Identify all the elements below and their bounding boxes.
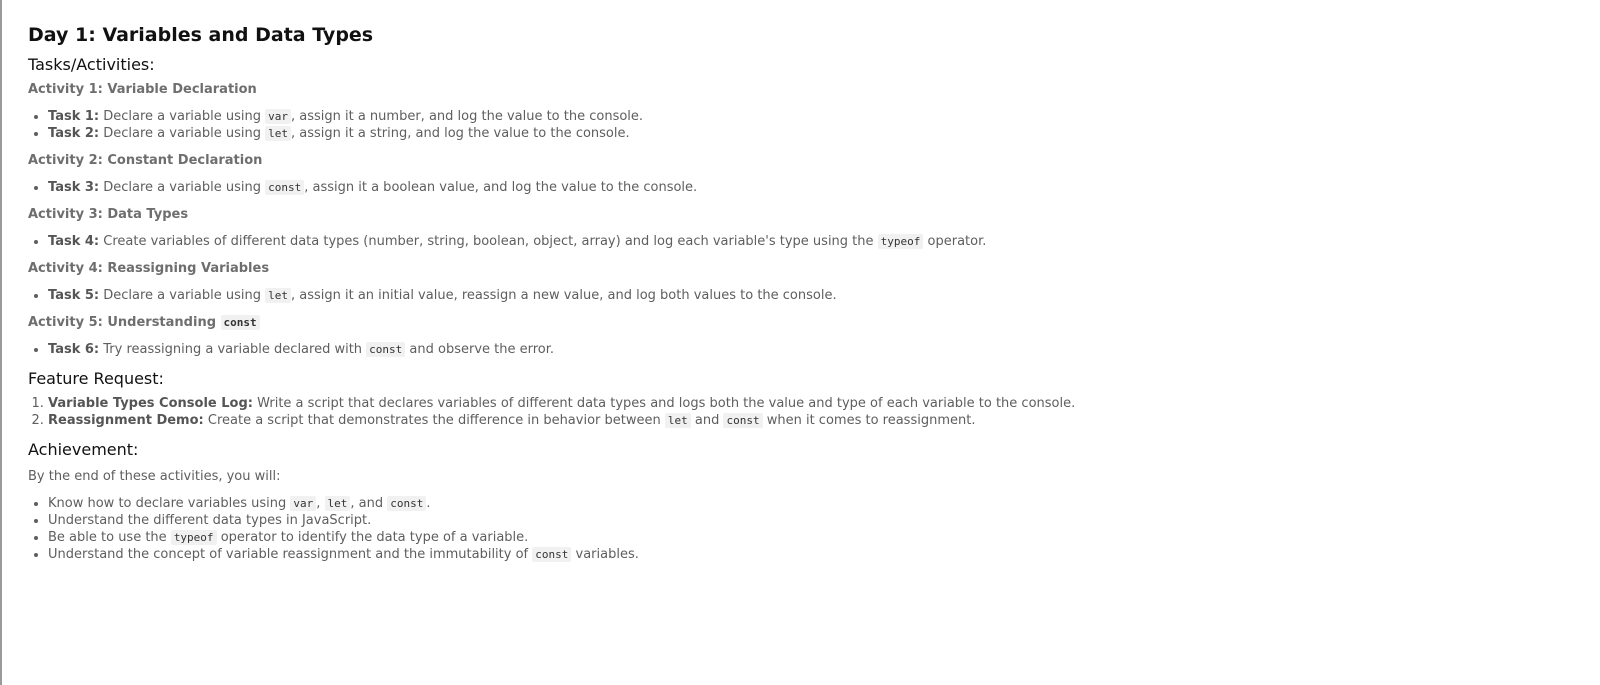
left-border <box>0 0 2 685</box>
inline-code: const <box>387 496 426 511</box>
tasks-heading: Tasks/Activities: <box>28 55 155 74</box>
task-label: Task 1: <box>48 109 100 124</box>
inline-code: const <box>221 315 260 330</box>
inline-code: var <box>290 496 316 511</box>
task-label: Task 6: <box>48 342 100 357</box>
inline-code: const <box>366 342 405 357</box>
achievement-item: • Know how to declare variables using var , let , and const . <box>48 495 1568 512</box>
feature-label: Variable Types Console Log: <box>48 396 253 411</box>
feature-item: 2. Reassignment Demo: Create a script that demonstrates the difference in behavior between let and const when it comes to reassignment. <box>48 412 1568 429</box>
feature-request-list <box>28 395 1568 429</box>
inline-code: const <box>723 413 762 428</box>
activity-1-heading: Activity 1: Variable Declaration <box>28 82 257 97</box>
inline-code: const <box>532 547 571 562</box>
task-item: • Task 4: Create variables of different data types (number, string, boolean, object, array) and log each variable's type using the typeof operator. <box>48 233 1568 250</box>
activity-5-task-list <box>28 341 1568 358</box>
achievement-intro: By the end of these activities, you will: <box>28 469 281 484</box>
activity-1-task-list <box>28 108 1568 142</box>
inline-code: var <box>265 109 291 124</box>
inline-code: const <box>265 180 304 195</box>
achievement-heading: Achievement: <box>28 440 139 459</box>
task-item: • Task 3: Declare a variable using const , assign it a boolean value, and log the value to the console. <box>48 179 1568 196</box>
activity-4-task-list <box>28 287 1568 304</box>
markdown-document <box>28 22 1568 563</box>
feature-label: Reassignment Demo: <box>48 413 204 428</box>
task-item: • Task 1: Declare a variable using var , assign it a number, and log the value to the console. <box>48 108 1568 125</box>
activity-4-heading: Activity 4: Reassigning Variables <box>28 261 270 276</box>
achievement-item: • Be able to use the typeof operator to identify the data type of a variable. <box>48 529 1568 546</box>
task-item: • Task 6: Try reassigning a variable declared with const and observe the error. <box>48 341 1568 358</box>
feature-request-heading: Feature Request: <box>28 369 164 388</box>
inline-code: let <box>325 496 351 511</box>
feature-item: 1. Variable Types Console Log: Write a script that declares variables of different data types and logs both the value and type of each variable to the console. <box>48 395 1568 412</box>
inline-code: let <box>665 413 691 428</box>
page-title: Day 1: Variables and Data Types <box>28 24 374 46</box>
inline-code: let <box>265 126 291 141</box>
activity-2-heading: Activity 2: Constant Declaration <box>28 153 263 168</box>
task-label: Task 5: <box>48 288 100 303</box>
activity-5-heading: Activity 5: Understanding const <box>28 314 1568 332</box>
achievement-list <box>28 495 1568 563</box>
task-item: • Task 2: Declare a variable using let , assign it a string, and log the value to the console. <box>48 125 1568 142</box>
activity-3-task-list <box>28 233 1568 250</box>
inline-code: let <box>265 288 291 303</box>
task-label: Task 3: <box>48 180 100 195</box>
activity-3-heading: Activity 3: Data Types <box>28 207 189 222</box>
inline-code: typeof <box>878 234 924 249</box>
activity-2-task-list <box>28 179 1568 196</box>
task-item: • Task 5: Declare a variable using let , assign it an initial value, reassign a new value, and log both values to the console. <box>48 287 1568 304</box>
achievement-item: • Understand the concept of variable reassignment and the immutability of const variables. <box>48 546 1568 563</box>
task-label: Task 2: <box>48 126 100 141</box>
task-label: Task 4: <box>48 234 100 249</box>
inline-code: typeof <box>171 530 217 545</box>
achievement-item: • Understand the different data types in JavaScript. <box>48 512 1568 529</box>
